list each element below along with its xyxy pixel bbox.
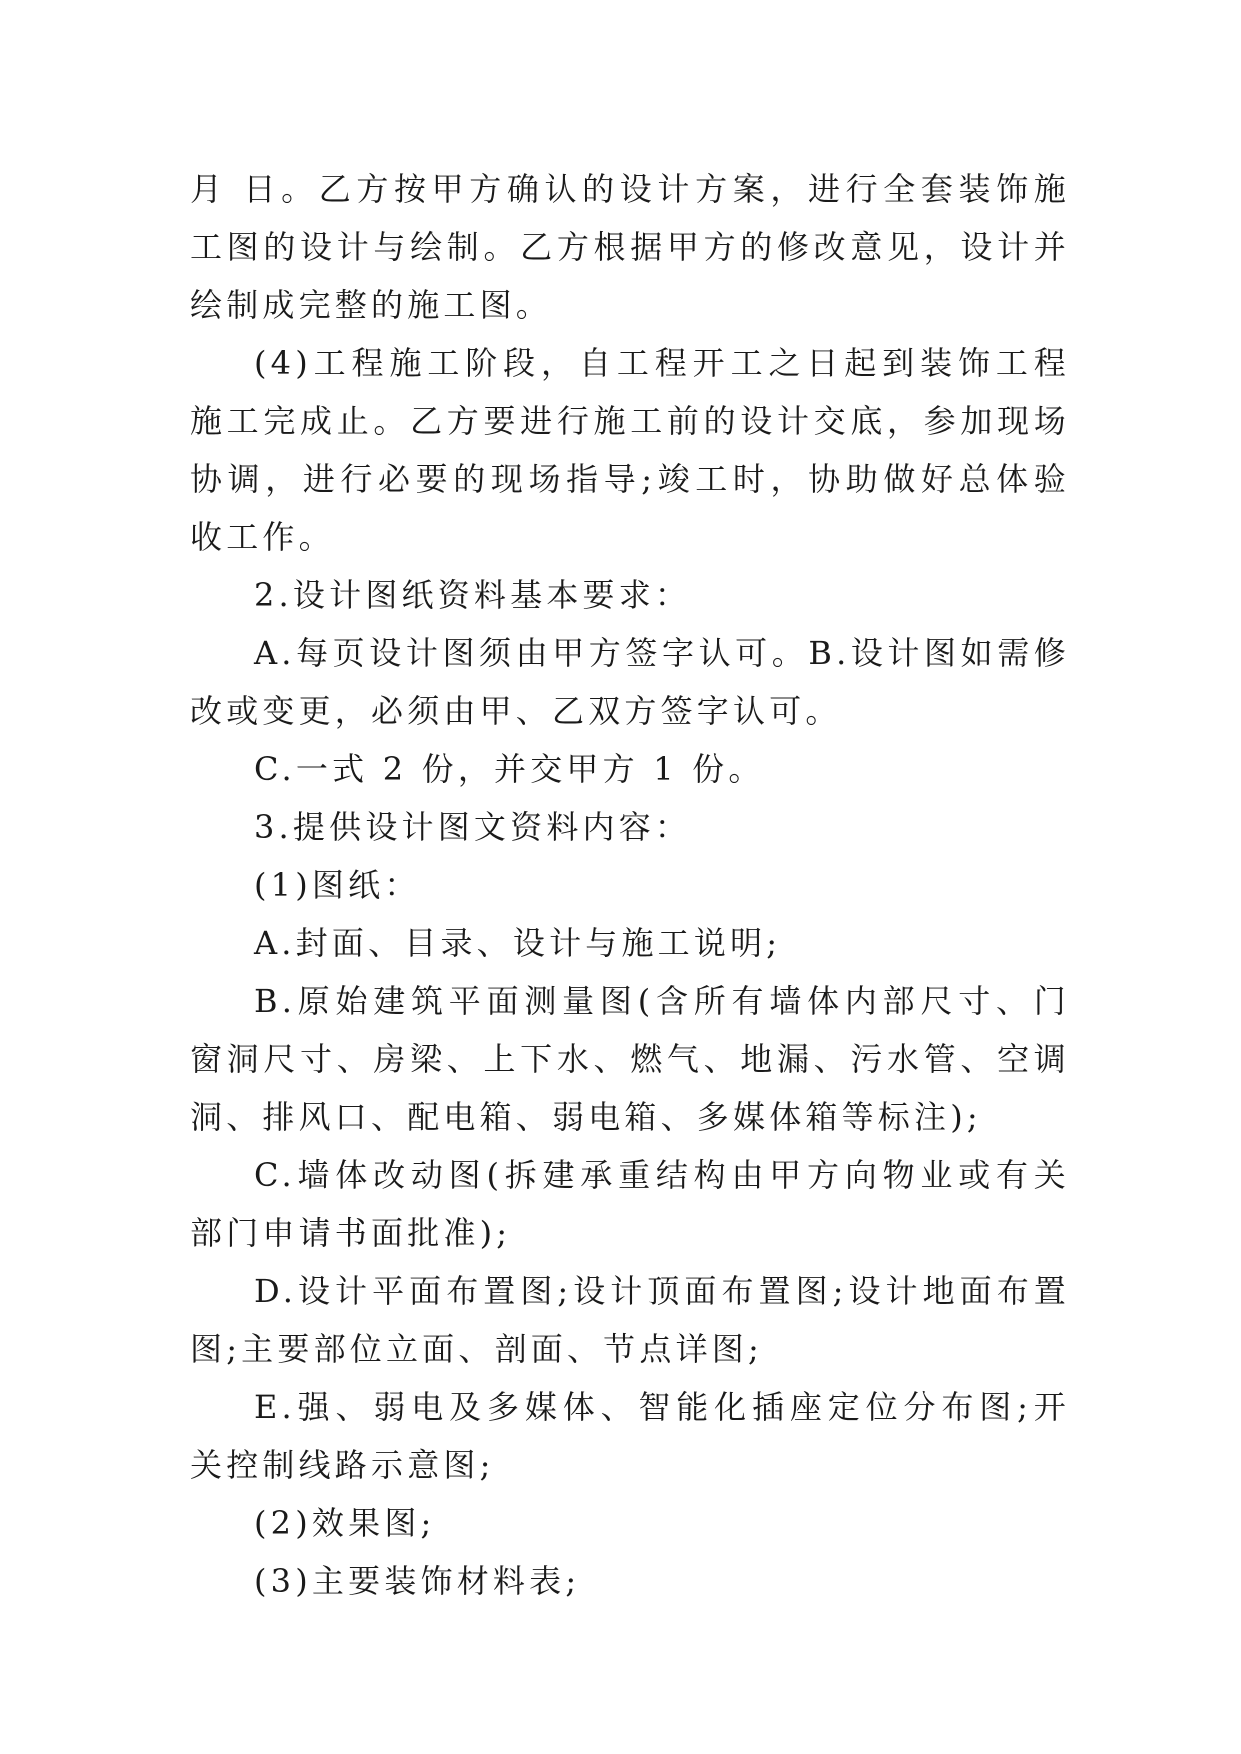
list-item-layout-plans: D.设计平面布置图;设计顶面布置图;设计地面布置图;主要部位立面、剖面、节点详图; [190,1272,1070,1368]
heading-deliverables: 3.提供设计图文资料内容： [254,808,692,846]
list-item-materials-table: (3)主要装饰材料表; [254,1562,581,1600]
list-item-electrical-layout: E.强、弱电及多媒体、智能化插座定位分布图;开关控制线路示意图; [190,1388,1070,1484]
document-body [190,160,1070,1610]
list-item-survey-plan: B.原始建筑平面测量图(含所有墙体内部尺寸、门窗洞尺寸、房梁、上下水、燃气、地漏、污水管、空调洞、排风口、配电箱、弱电箱、多媒体箱等标注); [190,982,1070,1136]
paragraph-design-drawings: 月 日。乙方按甲方确认的设计方案，进行全套装饰施工图的设计与绘制。乙方根据甲方的修改意见，设计并绘制成完整的施工图。 [190,170,1070,324]
list-item-drawings: (1)图纸： [254,866,421,904]
heading-drawing-requirements: 2.设计图纸资料基本要求： [254,576,692,614]
paragraph-construction-stage: (4)工程施工阶段，自工程开工之日起到装饰工程施工完成止。乙方要进行施工前的设计交底，参加现场协调，进行必要的现场指导;竣工时，协助做好总体验收工作。 [190,344,1070,556]
list-item-renderings: (2)效果图; [254,1504,436,1542]
paragraph-signature-approval: A.每页设计图须由甲方签字认可。B.设计图如需修改或变更，必须由甲、乙双方签字认可。 [190,634,1070,730]
list-item-cover-index: A.封面、目录、设计与施工说明; [254,924,782,962]
paragraph-copies: C.一式 2 份，并交甲方 1 份。 [254,750,765,788]
list-item-wall-changes: C.墙体改动图(拆建承重结构由甲方向物业或有关部门申请书面批准); [190,1156,1070,1252]
